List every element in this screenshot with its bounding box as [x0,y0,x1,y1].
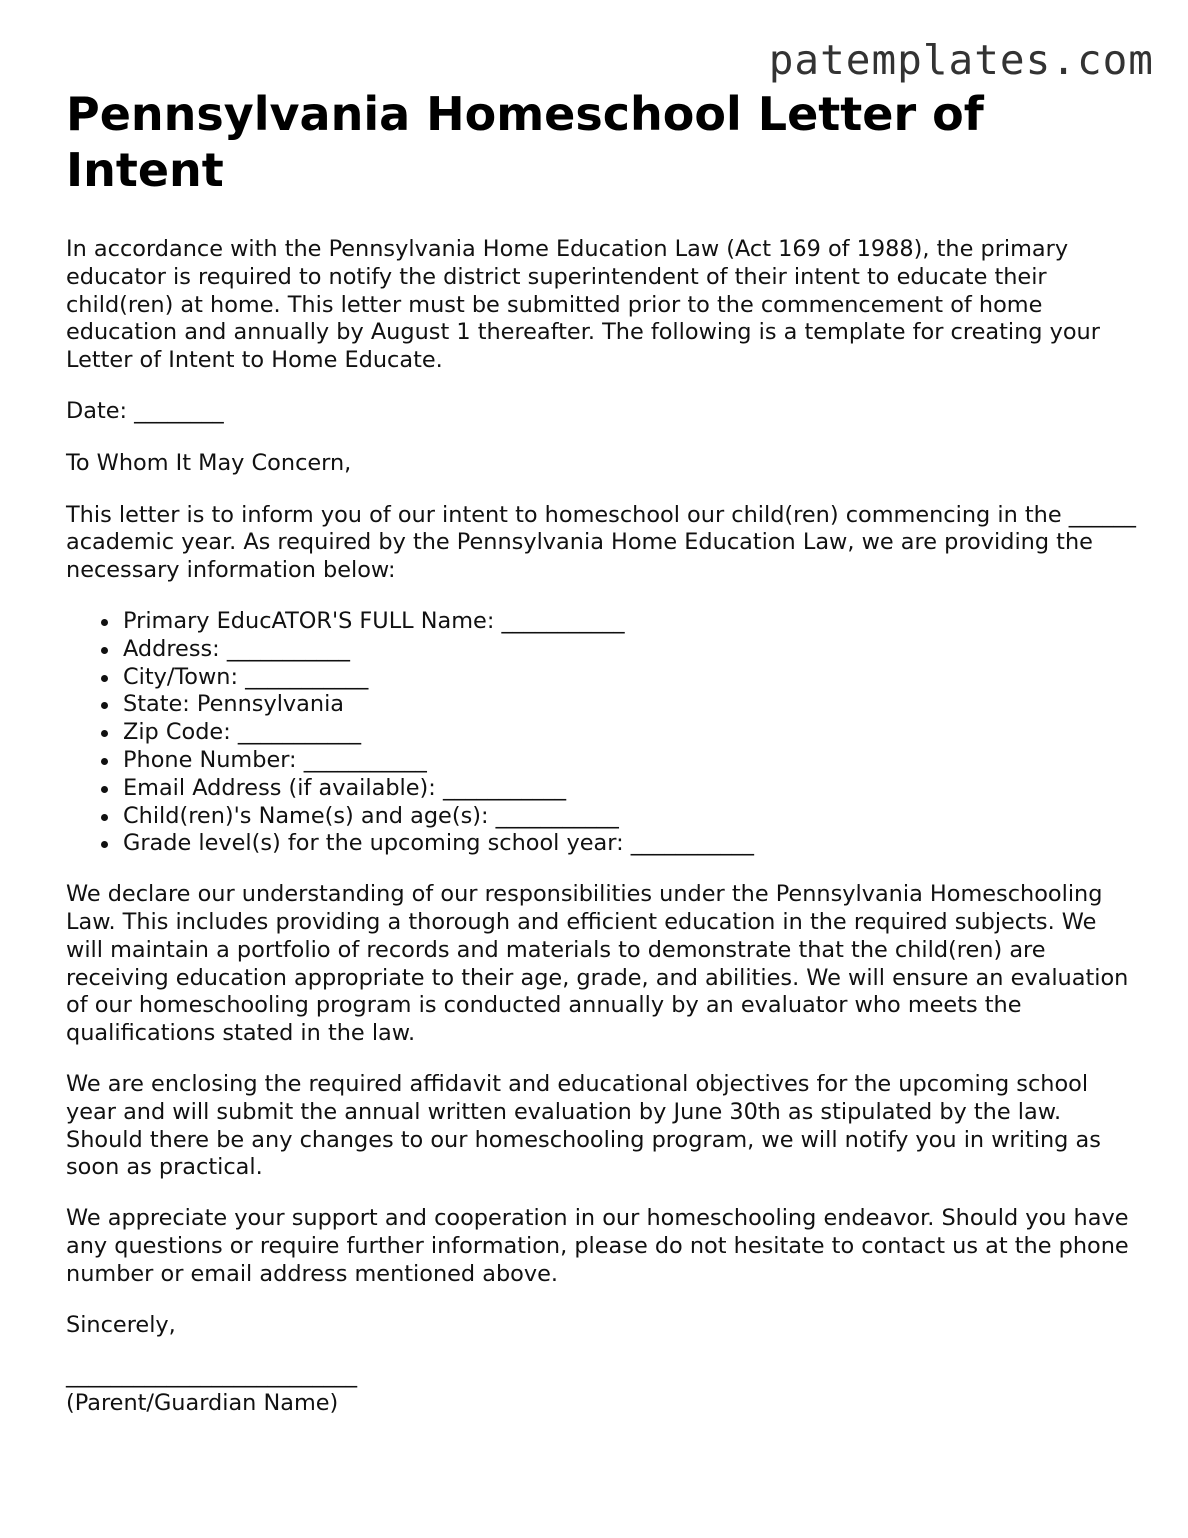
responsibilities-paragraph: We declare our understanding of our responsibilities under the Pennsylvania Homeschooling Law. This includes providing a thorough and efficient education in the required subjects. We will maintain a portfolio of records and materials to demonstrate that the child(ren) are receiving education appropriate to their age, grade, and abilities. We will ensure an evaluation of our homeschooling program is conducted annually by an evaluator who meets the qualifications stated in the law. [66,881,1129,1047]
information-fields-list [66,608,1136,858]
signature-label: (Parent/Guardian Name) [66,1390,339,1417]
salutation: To Whom It May Concern, [66,449,352,476]
field-phone-number: Phone Number: ___________ [123,747,1136,775]
document-title: Pennsylvania Homeschool Letter of Intent [66,87,984,197]
date-line: Date: ________ [66,397,224,424]
field-email-address: Email Address (if available): ___________ [123,775,1136,803]
field-grade-levels: Grade level(s) for the upcoming school year: ___________ [123,830,1136,858]
field-city-town: City/Town: ___________ [123,664,1136,692]
intro-paragraph: In accordance with the Pennsylvania Home Education Law (Act 169 of 1988), the primary educator is required to notify the district superintendent of their intent to educate their child(ren) at home. This letter must be submitted prior to the commencement of home education and annually by August 1 thereafter. The following is a template for creating your Letter of Intent to Home Educate. [66,236,1100,374]
notice-paragraph: This letter is to inform you of our intent to homeschool our child(ren) commencing in the ______ academic year. As required by the Pennsylvania Home Education Law, we are providing the necessary information below: [66,501,1136,584]
field-address: Address: ___________ [123,636,1136,664]
signature-line: __________________________ [66,1362,358,1389]
field-state: State: Pennsylvania [123,691,1136,719]
field-zip-code: Zip Code: ___________ [123,719,1136,747]
field-educator-name: Primary EducATOR'S FULL Name: ___________ [123,608,1136,636]
letter-document [66,86,1136,1418]
enclosure-paragraph: We are enclosing the required affidavit and educational objectives for the upcoming school year and will submit the annual written evaluation by June 30th as stipulated by the law. Should there be any changes to our homeschooling program, we will notify you in writing as soon as practical. [66,1070,1101,1181]
closing-line: Sincerely, [66,1311,176,1338]
appreciation-paragraph: We appreciate your support and cooperation in our homeschooling endeavor. Should you have any questions or require further information, please do not hesitate to contact us at the phone number or email address mentioned above. [66,1205,1129,1287]
site-watermark: patemplates.com [768,36,1154,84]
field-children-names-ages: Child(ren)'s Name(s) and age(s): ___________ [123,803,1136,831]
